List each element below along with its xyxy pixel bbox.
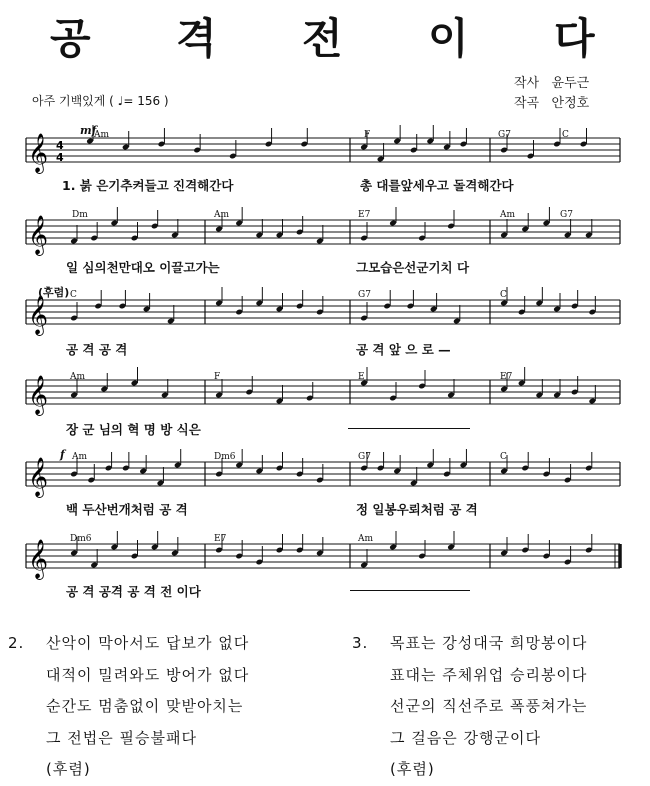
chord-symbol: Am [94, 130, 110, 140]
lyric-line: 장 군 님의 혁 명 방 식은 [66, 422, 201, 437]
lyric-line: 1. 붉 은기추켜들고 진격해간다 [62, 178, 234, 193]
lyric-extension-line [348, 428, 470, 429]
verse-3 [352, 628, 587, 786]
chord-symbol: Am [500, 210, 516, 220]
verse-line: 산악이 막아서도 답보가 없다 [46, 634, 250, 652]
treble-clef-icon: 𝄞 [28, 539, 49, 579]
chord-symbol: E [358, 372, 365, 382]
title-char: 공 [50, 14, 91, 63]
verse-number: 3. [352, 634, 369, 652]
lyric-line: 총 대를앞세우고 돌격해간다 [360, 178, 514, 193]
chord-symbol: C [500, 452, 507, 462]
chord-symbol: C [70, 290, 77, 300]
lyricist-name: 윤두근 [551, 76, 590, 91]
chord-symbol: C [500, 290, 507, 300]
chord-symbol: G7 [560, 210, 573, 220]
chord-symbol: F [364, 130, 371, 140]
lyricist-label: 작사 [514, 76, 540, 91]
lyric-line: 그모습은선군기치 다 [356, 260, 470, 275]
title-char: 다 [554, 14, 595, 63]
composer-name: 안정호 [551, 96, 590, 111]
chord-symbol: E7 [358, 210, 371, 220]
title-char: 전 [302, 14, 343, 63]
composer-label: 작곡 [514, 96, 540, 111]
chord-symbol: Am [70, 372, 86, 382]
verse-line: 대적이 밀려와도 방어가 없다 [46, 665, 250, 684]
treble-clef-icon: 𝄞 [28, 375, 49, 415]
refrain-marker: (후렴) [38, 286, 70, 299]
dynamic-mf: mf [80, 124, 97, 137]
chord-symbol: E7 [500, 372, 513, 382]
chord-symbol: G7 [358, 290, 371, 300]
lyric-line: 백 두산번개처럼 공 격 [66, 502, 188, 517]
chord-symbol: Dm [72, 210, 88, 220]
chord-symbol: E7 [214, 534, 227, 544]
chord-symbol: Am [358, 534, 374, 544]
tempo-marking: 아주 기백있게 ( ♩= 156 ) [32, 94, 169, 108]
lyric-line: 공 격 공 격 [66, 342, 128, 357]
verse-line: 선군의 직선주로 폭풍쳐가는 [390, 697, 588, 715]
chord-symbol: G7 [358, 452, 371, 462]
chord-symbol: F [214, 372, 221, 382]
verse-number: 2. [8, 634, 25, 652]
treble-clef-icon: 𝄞 [28, 295, 49, 335]
lyric-line: 정 일봉우뢰처럼 공 격 [356, 502, 478, 517]
title-char: 격 [176, 14, 217, 63]
verse-line: 그 걸음은 강행군이다 [390, 728, 541, 747]
lyric-extension-line [350, 590, 470, 591]
chord-symbol: C [562, 130, 569, 140]
chord-symbol: Dm6 [214, 452, 236, 462]
chord-symbol: Am [214, 210, 230, 220]
title-char: 이 [428, 14, 469, 63]
treble-clef-icon: 𝄞 [28, 133, 49, 173]
verse-line: 목표는 강성대국 희망봉이다 [390, 634, 588, 652]
lyric-line: 공 격 앞 으 로 — [356, 342, 451, 357]
chord-symbol: Am [72, 452, 88, 462]
chord-symbol: Dm6 [70, 534, 92, 544]
verse-line: (후렴) [46, 760, 91, 778]
treble-clef-icon: 𝄞 [28, 215, 49, 255]
dynamic-f: f [60, 448, 65, 461]
treble-clef-icon: 𝄞 [28, 457, 49, 497]
verse-line: 표대는 주체위업 승리봉이다 [390, 665, 588, 684]
verse-2 [8, 628, 249, 786]
verse-line: (후렴) [390, 760, 435, 778]
time-signature: 4 [56, 139, 64, 152]
chord-symbol: G7 [498, 130, 511, 140]
lyric-line: 공 격 공격 공 격 전 이다 [66, 584, 201, 599]
lyric-line: 일 심의천만대오 이끌고가는 [66, 260, 220, 275]
verse-line: 그 전법은 필승불패다 [46, 728, 197, 747]
time-signature: 4 [56, 151, 64, 164]
verse-line: 순간도 멈춤없이 맞받아치는 [46, 697, 244, 715]
